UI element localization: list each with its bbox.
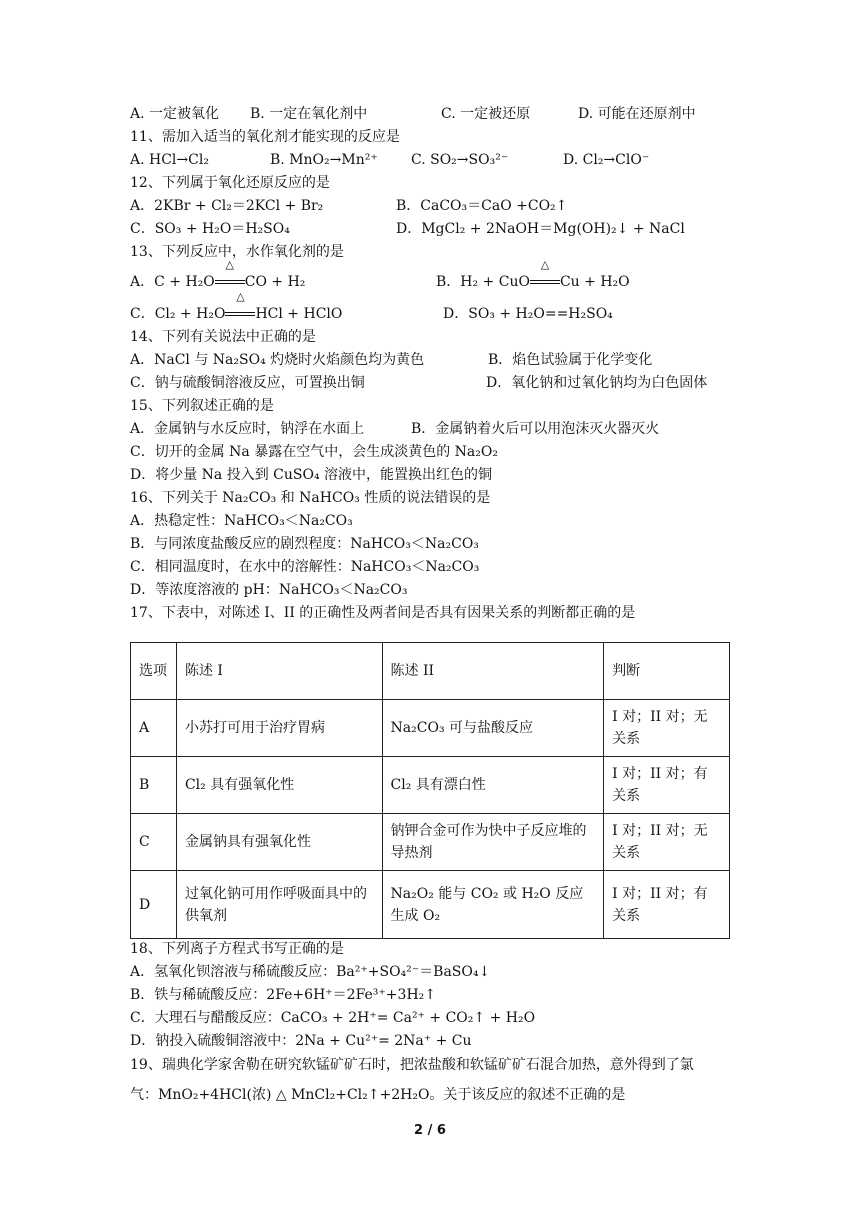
q14-stem: 14、下列有关说法中正确的是 bbox=[130, 329, 316, 345]
q16-option-d: D．等浓度溶液的 pH：NaHCO₃＜Na₂CO₃ bbox=[130, 582, 408, 598]
table-cell: I 对；II 对；无关系 bbox=[604, 814, 730, 871]
table-cell: Cl₂ 具有漂白性 bbox=[382, 757, 604, 814]
q12-stem: 12、下列属于氧化还原反应的是 bbox=[130, 175, 330, 191]
q15-stem: 15、下列叙述正确的是 bbox=[130, 398, 274, 414]
q13-stem: 13、下列反应中，水作氧化剂的是 bbox=[130, 244, 344, 260]
table-cell: 金属钠具有强氧化性 bbox=[176, 814, 382, 871]
q10-option-a: A. 一定被氧化 bbox=[130, 106, 220, 122]
table-cell: B bbox=[131, 757, 177, 814]
table-row bbox=[131, 757, 730, 814]
q15-option-d: D．将少量 Na 投入到 CuSO₄ 溶液中，能置换出红色的铜 bbox=[130, 467, 493, 483]
table-cell: I 对；II 对；有关系 bbox=[604, 871, 730, 939]
q12-option-d: D．MgCl₂ + 2NaOH＝Mg(OH)₂↓ + NaCl bbox=[396, 221, 685, 237]
q15-option-b: B．金属钠着火后可以用泡沫灭火器灭火 bbox=[411, 421, 660, 437]
q16-option-a: A．热稳定性：NaHCO₃＜Na₂CO₃ bbox=[130, 513, 353, 529]
q10-option-d: D. 可能在还原剂中 bbox=[578, 106, 696, 122]
q19-line-2: 气：MnO₂+4HCl(浓) △ MnCl₂+Cl₂↑+2H₂O。关于该反应的叙述不正确的是 bbox=[130, 1087, 626, 1103]
heat-arrow-icon: △ bbox=[225, 304, 255, 324]
q14-option-a: A．NaCl 与 Na₂SO₄ 灼烧时火焰颜色均为黄色 bbox=[130, 352, 425, 368]
q18-option-b: B．铁与稀硫酸反应：2Fe+6H⁺＝2Fe³⁺+3H₂↑ bbox=[130, 987, 436, 1003]
q13-b-right: Cu + H₂O bbox=[559, 274, 630, 290]
table-row bbox=[131, 814, 730, 871]
heat-arrow-icon: △ bbox=[215, 272, 245, 292]
q17-table bbox=[130, 642, 730, 939]
table-header-cell: 陈述 I bbox=[176, 643, 382, 700]
table-row bbox=[131, 700, 730, 757]
q13-option-a bbox=[130, 258, 306, 292]
q10-option-b: B. 一定在氧化剂中 bbox=[250, 106, 368, 122]
q11-option-c: C. SO₂→SO₃²⁻ bbox=[411, 152, 509, 168]
q11-option-b: B. MnO₂→Mn²⁺ bbox=[270, 152, 378, 168]
heat-arrow-icon: △ bbox=[530, 272, 560, 292]
q15-option-c: C．切开的金属 Na 暴露在空气中，会生成淡黄色的 Na₂O₂ bbox=[130, 444, 498, 460]
q18-stem: 18、下列离子方程式书写正确的是 bbox=[130, 941, 344, 957]
q13-option-d: D．SO₃ + H₂O==H₂SO₄ bbox=[443, 306, 613, 322]
q11-option-d: D. Cl₂→ClO⁻ bbox=[563, 152, 650, 168]
q14-option-b: B．焰色试验属于化学变化 bbox=[488, 352, 653, 368]
q19-line-1: 19、瑞典化学家舍勒在研究软锰矿矿石时，把浓盐酸和软锰矿矿石混合加热，意外得到了氯 bbox=[130, 1057, 694, 1073]
table-header-row bbox=[131, 643, 730, 700]
q14-option-d: D．氧化钠和过氧化钠均为白色固体 bbox=[486, 375, 708, 391]
q14-option-c: C．钠与硫酸铜溶液反应，可置换出铜 bbox=[130, 375, 365, 391]
table-header-cell: 判断 bbox=[604, 643, 730, 700]
table-cell: I 对；II 对；无关系 bbox=[604, 700, 730, 757]
table-header-cell: 选项 bbox=[131, 643, 177, 700]
table-cell: Na₂O₂ 能与 CO₂ 或 H₂O 反应生成 O₂ bbox=[382, 871, 604, 939]
q12-option-b: B．CaCO₃＝CaO +CO₂↑ bbox=[396, 198, 568, 214]
q16-stem: 16、下列关于 Na₂CO₃ 和 NaHCO₃ 性质的说法错误的是 bbox=[130, 490, 491, 506]
q16-option-c: C．相同温度时，在水中的溶解性：NaHCO₃＜Na₂CO₃ bbox=[130, 559, 480, 575]
table-row bbox=[131, 871, 730, 939]
q13-a-right: CO + H₂ bbox=[244, 274, 306, 290]
table-cell: 钠钾合金可作为快中子反应堆的导热剂 bbox=[382, 814, 604, 871]
table-cell: 小苏打可用于治疗胃病 bbox=[176, 700, 382, 757]
q18-option-c: C．大理石与醋酸反应：CaCO₃ + 2H⁺= Ca²⁺ + CO₂↑ + H₂O bbox=[130, 1010, 536, 1026]
table-cell: Cl₂ 具有强氧化性 bbox=[176, 757, 382, 814]
table-cell: 过氧化钠可用作呼吸面具中的供氧剂 bbox=[176, 871, 382, 939]
q13-option-c bbox=[130, 290, 343, 324]
table-cell: Na₂CO₃ 可与盐酸反应 bbox=[382, 700, 604, 757]
q16-option-b: B．与同浓度盐酸反应的剧烈程度：NaHCO₃＜Na₂CO₃ bbox=[130, 536, 479, 552]
q13-b-left: B．H₂ + CuO bbox=[436, 274, 530, 290]
q12-option-c: C．SO₃ + H₂O＝H₂SO₄ bbox=[130, 221, 290, 237]
q13-a-left: A．C + H₂O bbox=[130, 274, 215, 290]
q17-stem: 17、下表中，对陈述 I、II 的正确性及两者间是否具有因果关系的判断都正确的是 bbox=[130, 605, 636, 621]
q13-option-b bbox=[436, 258, 630, 292]
q10-option-c: C. 一定被还原 bbox=[441, 106, 531, 122]
q13-c-right: HCl + HClO bbox=[255, 306, 343, 322]
q11-option-a: A. HCl→Cl₂ bbox=[130, 152, 209, 168]
page-number: 2 / 6 bbox=[414, 1123, 446, 1138]
table-cell: A bbox=[131, 700, 177, 757]
table-cell: D bbox=[131, 871, 177, 939]
table-cell: I 对；II 对；有关系 bbox=[604, 757, 730, 814]
q15-option-a: A．金属钠与水反应时，钠浮在水面上 bbox=[130, 421, 365, 437]
q11-stem: 11、需加入适当的氧化剂才能实现的反应是 bbox=[130, 129, 400, 145]
table-cell: C bbox=[131, 814, 177, 871]
q18-option-a: A．氢氧化钡溶液与稀硫酸反应：Ba²⁺+SO₄²⁻＝BaSO₄↓ bbox=[130, 964, 491, 980]
q12-option-a: A．2KBr + Cl₂＝2KCl + Br₂ bbox=[130, 198, 324, 214]
table-header-cell: 陈述 II bbox=[382, 643, 604, 700]
q18-option-d: D．钠投入硫酸铜溶液中：2Na + Cu²⁺= 2Na⁺ + Cu bbox=[130, 1033, 472, 1049]
q13-c-left: C．Cl₂ + H₂O bbox=[130, 306, 226, 322]
